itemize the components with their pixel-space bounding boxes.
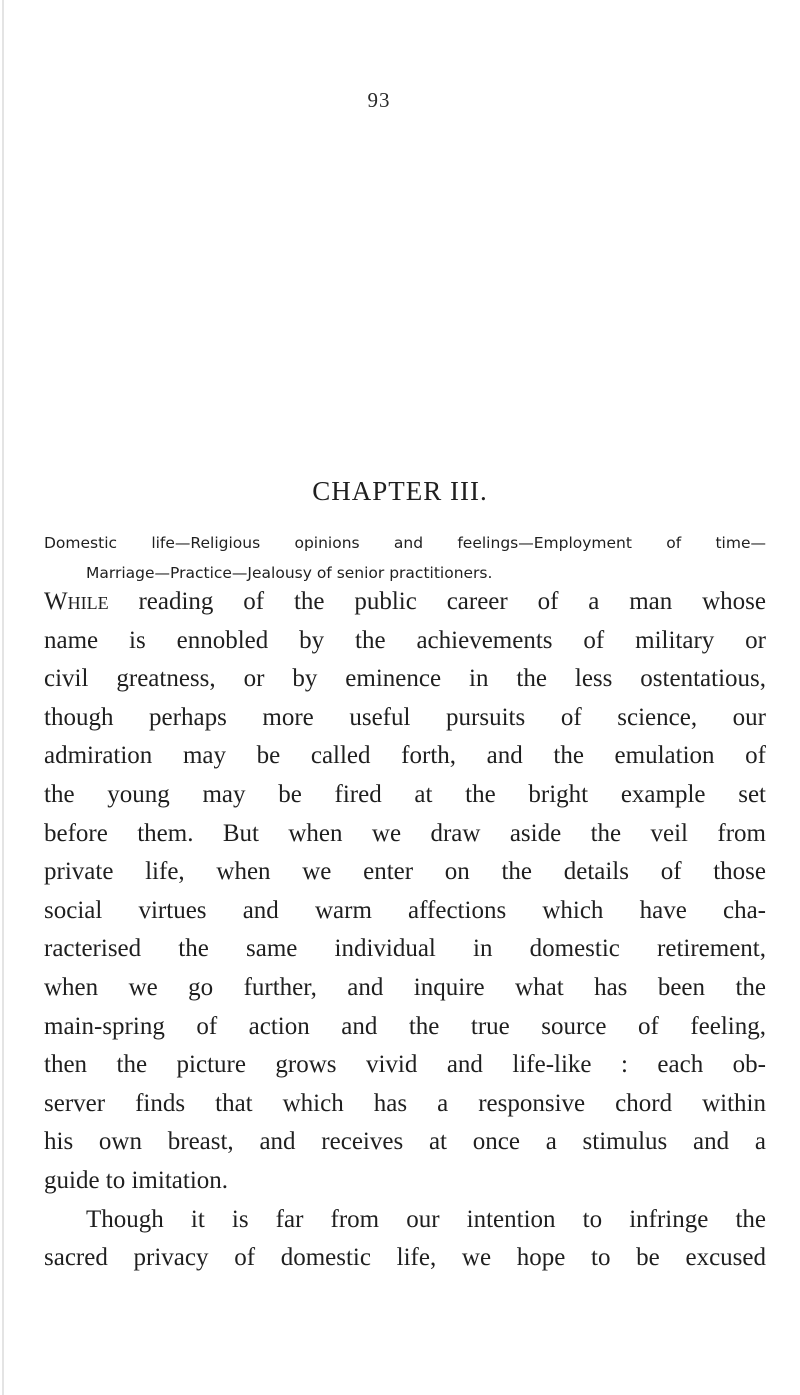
text-line: though perhaps more useful pursuits of science, our	[44, 703, 766, 731]
text-line: his own breast, and receives at once a stimulus and a	[44, 1128, 766, 1156]
text-line: racterised the same individual in domestic retirement,	[44, 935, 766, 963]
text-line: name is ennobled by the achievements of military or	[44, 626, 766, 654]
text-line: social virtues and warm affections which have cha-	[44, 896, 766, 924]
paragraph-1-line-1-rest: reading of the public career of a man whose	[108, 588, 766, 615]
page-number: 93	[367, 88, 391, 112]
page-edge-shadow	[2, 0, 4, 1395]
text-line: when we go further, and inquire what has been the	[44, 973, 766, 1001]
text-line: then the picture grows vivid and life-like : each ob-	[44, 1051, 766, 1079]
synopsis-line-1: Domestic life—Religious opinions and feelings—Employment of time—	[44, 534, 766, 552]
text-line: before them. But when we draw aside the veil from	[44, 819, 766, 847]
paragraph-2-line-2: sacred privacy of domestic life, we hope to be excused	[44, 1244, 766, 1272]
paragraph-1-lead-word: While	[44, 588, 109, 615]
text-line: civil greatness, or by eminence in the less ostentatious,	[44, 665, 766, 693]
text-line: private life, when we enter on the details of those	[44, 858, 766, 886]
text-line: main-spring of action and the true source of feeling,	[44, 1012, 766, 1040]
chapter-synopsis	[44, 528, 766, 588]
synopsis-line-2: Marriage—Practice—Jealousy of senior practitioners.	[86, 564, 493, 582]
paragraph-2-line-1: Though it is far from our intention to infringe the	[86, 1205, 766, 1233]
text-line: admiration may be called forth, and the emulation of	[44, 742, 766, 770]
text-line: server finds that which has a responsive chord within	[44, 1089, 766, 1117]
text-line: guide to imitation.	[44, 1166, 229, 1194]
chapter-title: CHAPTER III.	[312, 476, 488, 506]
text-line: the young may be fired at the bright example set	[44, 780, 766, 808]
body-text	[44, 583, 766, 1278]
paragraph-1-line-1	[44, 583, 766, 622]
